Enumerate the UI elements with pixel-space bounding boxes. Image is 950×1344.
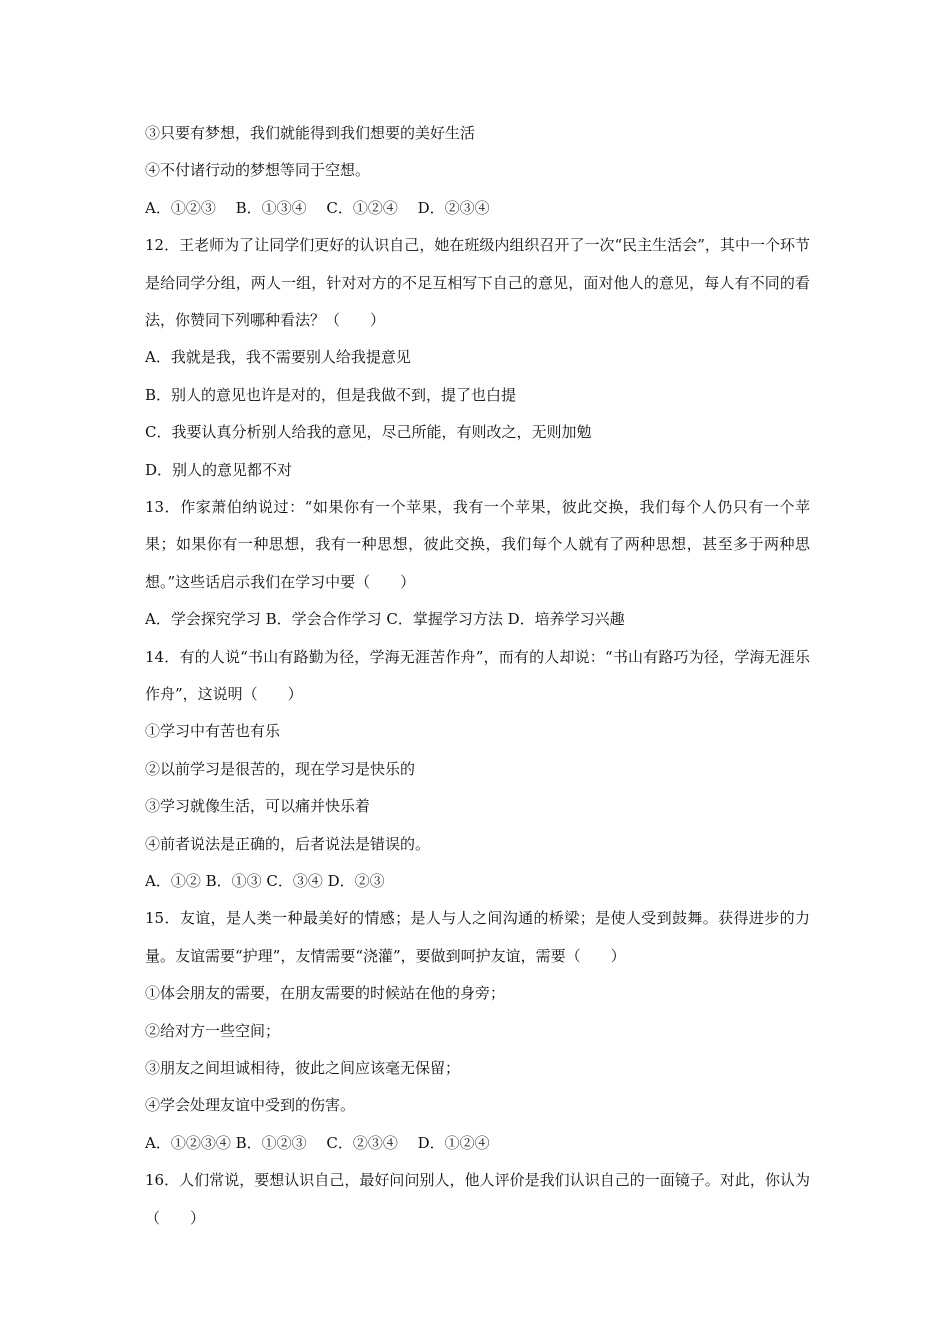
q14-stem: 14．有的人说“书山有路勤为径，学海无涯苦作舟”，而有的人却说：“书山有路巧为径，学海无涯乐作舟”，这说明（ ） xyxy=(145,647,810,703)
q16-stem: 16．人们常说，要想认识自己，最好问问别人，他人评价是我们认识自己的一面镜子。对此，你认为（ ） xyxy=(145,1171,810,1227)
q13-stem: 13．作家萧伯纳说过：“如果你有一个苹果，我有一个苹果，彼此交换，我们每个人仍只有一个苹果；如果你有一种思想，我有一种思想，彼此交换，我们每个人就有了两种思想，甚至多于两种思想。”这些话启示我们在学习中要（ ） xyxy=(145,497,810,591)
q12-stem: 12．王老师为了让同学们更好的认识自己，她在班级内组织召开了一次“民主生活会”，其中一个环节是给同学分组，两人一组，针对对方的不足互相写下自己的意见，面对他人的意见，每人有不同的看法，你赞同下列哪种看法？（ ） xyxy=(145,236,810,329)
q14-option-1: ①学习中有苦也有乐 xyxy=(145,722,281,741)
q14-option-4: ④前者说法是正确的，后者说法是错误的。 xyxy=(145,834,431,853)
q15-stem: 15．友谊，是人类一种最美好的情感；是人与人之间沟通的桥梁；是使人受到鼓舞。获得进步的力量。友谊需要“护理”，友情需要“浇灌”，要做到呵护友谊，需要（ ） xyxy=(145,909,810,965)
q14-option-2: ②以前学习是很苦的，现在学习是快乐的 xyxy=(145,759,416,778)
q15-option-4: ④学会处理友谊中受到的伤害。 xyxy=(145,1096,356,1115)
q15-choices: A．①②③④ B．①②③ C．②③④ D．①②④ xyxy=(145,1133,490,1152)
document-body xyxy=(145,115,810,1237)
q12-choice-d: D．别人的意见都不对 xyxy=(145,460,293,479)
q11-option-4: ④不付诸行动的梦想等同于空想。 xyxy=(145,161,371,180)
q14-choices: A．①② B．①③ C．③④ D．②③ xyxy=(145,871,385,890)
q11-option-3: ③只要有梦想，我们就能得到我们想要的美好生活 xyxy=(145,124,476,142)
q15-option-3: ③朋友之间坦诚相待，彼此之间应该毫无保留； xyxy=(145,1058,461,1077)
q13-choices: A．学会探究学习 B．学会合作学习 C．掌握学习方法 D．培养学习兴趣 xyxy=(145,610,625,629)
q12-choice-b: B．别人的意见也许是对的，但是我做不到，提了也白提 xyxy=(145,385,517,404)
q15-option-2: ②给对方一些空间； xyxy=(145,1021,281,1040)
q14-option-3: ③学习就像生活，可以痛并快乐着 xyxy=(145,797,371,816)
q15-option-1: ①体会朋友的需要，在朋友需要的时候站在他的身旁； xyxy=(145,984,506,1003)
q12-choice-a: A．我就是我，我不需要别人给我提意见 xyxy=(145,348,411,367)
q11-choices: A．①②③ B．①③④ C．①②④ D．②③④ xyxy=(145,198,490,217)
q12-choice-c: C．我要认真分析别人给我的意见，尽己所能，有则改之，无则加勉 xyxy=(145,423,592,442)
